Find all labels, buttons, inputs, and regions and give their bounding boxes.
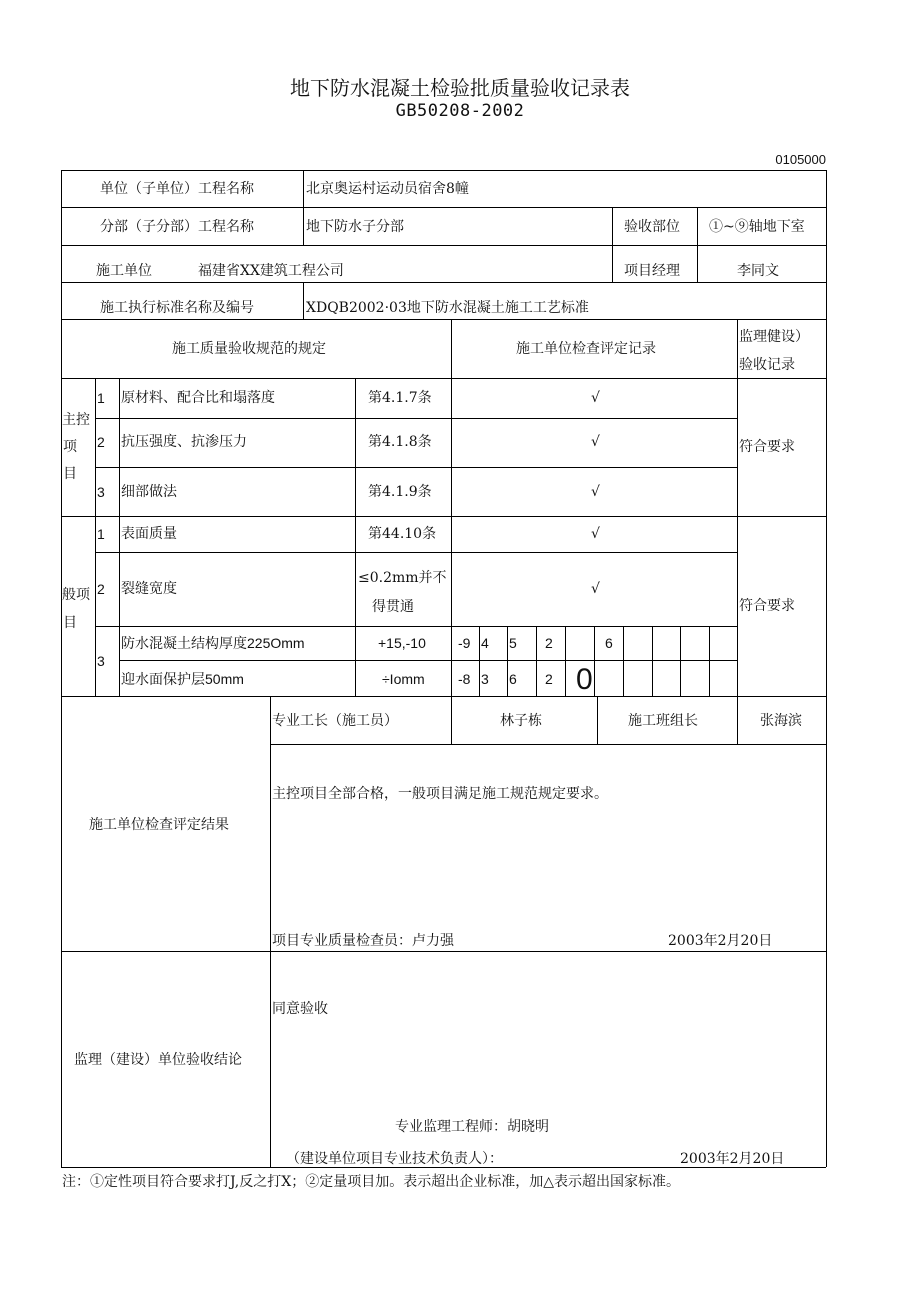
main-items-group-label-2: 项 — [63, 439, 77, 455]
measure-item-name: 迎水面保护层50mm — [121, 671, 244, 687]
general-item-mark: √ — [591, 526, 600, 542]
contractor-label: 施工单位 — [96, 263, 152, 279]
general-item-mark: √ — [591, 581, 600, 597]
measure-value: 0 — [576, 663, 593, 696]
spec-column-header: 施工质量验收规范的规定 — [172, 341, 326, 357]
main-item-clause: 第4.1.8条 — [368, 434, 432, 450]
supervision-engineer: 专业监理工程师：胡晓明 — [395, 1119, 549, 1135]
main-item-clause: 第4.1.9条 — [368, 484, 432, 500]
measure-value: 6 — [509, 671, 517, 687]
contractor-conclusion: 主控项目全部合格，一般项目满足施工规范规定要求。 — [272, 786, 608, 802]
main-item-clause: 第4.1.7条 — [368, 390, 432, 406]
measure-value: -8 — [458, 671, 471, 687]
measure-value: 3 — [481, 671, 489, 687]
measure-value: -9 — [458, 635, 471, 651]
form-code: 0105000 — [775, 152, 826, 167]
inspect-part-value: ①~⑨轴地下室 — [709, 219, 805, 235]
measure-tolerance: ÷Iomm — [382, 671, 425, 687]
general-item-no: 2 — [97, 581, 105, 597]
general-item-no: 1 — [97, 526, 105, 542]
project-name-value: 北京奥运村运动员宿舍8幢 — [306, 181, 469, 197]
project-name-label: 单位（子单位）工程名称 — [100, 181, 254, 197]
main-item-no: 2 — [97, 434, 105, 450]
measure-value: 2 — [545, 671, 553, 687]
measure-item-name: 防水混凝土结构厚度225Omm — [121, 635, 305, 651]
main-item-mark: √ — [591, 434, 600, 450]
subsection-label: 分部（子分部）工程名称 — [100, 219, 254, 235]
supervision-column-header: 监理健设） — [739, 329, 809, 345]
general-item-clause: ≤0.2mm并不 — [358, 570, 447, 586]
measure-value: 5 — [509, 635, 517, 651]
manager-label: 项目经理 — [624, 263, 680, 279]
contractor-date: 2003年2月20日 — [668, 933, 773, 949]
main-item-mark: √ — [591, 390, 600, 406]
owner-representative: （建设单位项目专业技术负责人）： — [286, 1151, 503, 1167]
exec-standard-value: XDQB2002·03地下防水混凝土施工工艺标准 — [306, 300, 589, 316]
general-items-result: 符合要求 — [739, 598, 795, 614]
standard-code: GB50208-2002 — [395, 101, 525, 121]
supervision-date: 2003年2月20日 — [680, 1151, 785, 1167]
quality-inspector: 项目专业质量检查员：卢力强 — [272, 933, 454, 949]
main-item-name: 原材料、配合比和塌落度 — [121, 390, 275, 406]
page-title: 地下防水混凝土检验批质量验收记录表 — [290, 76, 630, 100]
main-item-name: 抗压强度、抗渗压力 — [121, 434, 247, 450]
contractor-result-label: 施工单位检查评定结果 — [89, 817, 229, 833]
supervision-conclusion: 同意验收 — [272, 1001, 328, 1017]
inspect-part-label: 验收部位 — [624, 219, 680, 235]
main-items-group-label-3: 目 — [63, 466, 77, 482]
foreman-label: 专业工长（施工员） — [272, 713, 398, 729]
general-item-clause-2: 得贯通 — [372, 599, 414, 615]
team-leader-label: 施工班组长 — [628, 713, 698, 729]
general-items-group-label: 般项 — [62, 587, 90, 603]
main-item-name: 细部做法 — [121, 484, 177, 500]
main-items-result: 符合要求 — [739, 439, 795, 455]
main-item-no: 3 — [97, 484, 105, 500]
contractor-value: 福建省XX建筑工程公司 — [198, 263, 344, 279]
team-leader-value: 张海滨 — [760, 713, 802, 729]
manager-value: 李同文 — [737, 263, 779, 279]
general-item-name: 表面质量 — [121, 526, 177, 542]
supervision-result-label: 监理（建设）单位验收结论 — [74, 1052, 242, 1068]
general-items-group-label-2: 目 — [63, 615, 77, 631]
footnote: 注：①定性项目符合要求打J,反之打X；②定量项目加。表示超出企业标准，加△表示超出国家标准。 — [62, 1174, 680, 1190]
measure-tolerance: +15,-10 — [378, 635, 426, 651]
subsection-value: 地下防水子分部 — [306, 219, 404, 235]
exec-standard-label: 施工执行标准名称及编号 — [100, 300, 254, 316]
check-column-header: 施工单位检查评定记录 — [516, 341, 656, 357]
main-item-no: 1 — [97, 390, 105, 406]
general-item-no: 3 — [97, 653, 105, 669]
supervision-column-header-2: 验收记录 — [739, 357, 795, 373]
main-items-group-label: 主控 — [62, 412, 90, 428]
foreman-value: 林子栋 — [500, 713, 542, 729]
measure-value: 6 — [605, 635, 613, 651]
measure-value: 4 — [481, 635, 489, 651]
measure-value: 2 — [545, 635, 553, 651]
main-item-mark: √ — [591, 484, 600, 500]
general-item-name: 裂缝宽度 — [121, 581, 177, 597]
general-item-clause: 第44.10条 — [368, 526, 437, 542]
